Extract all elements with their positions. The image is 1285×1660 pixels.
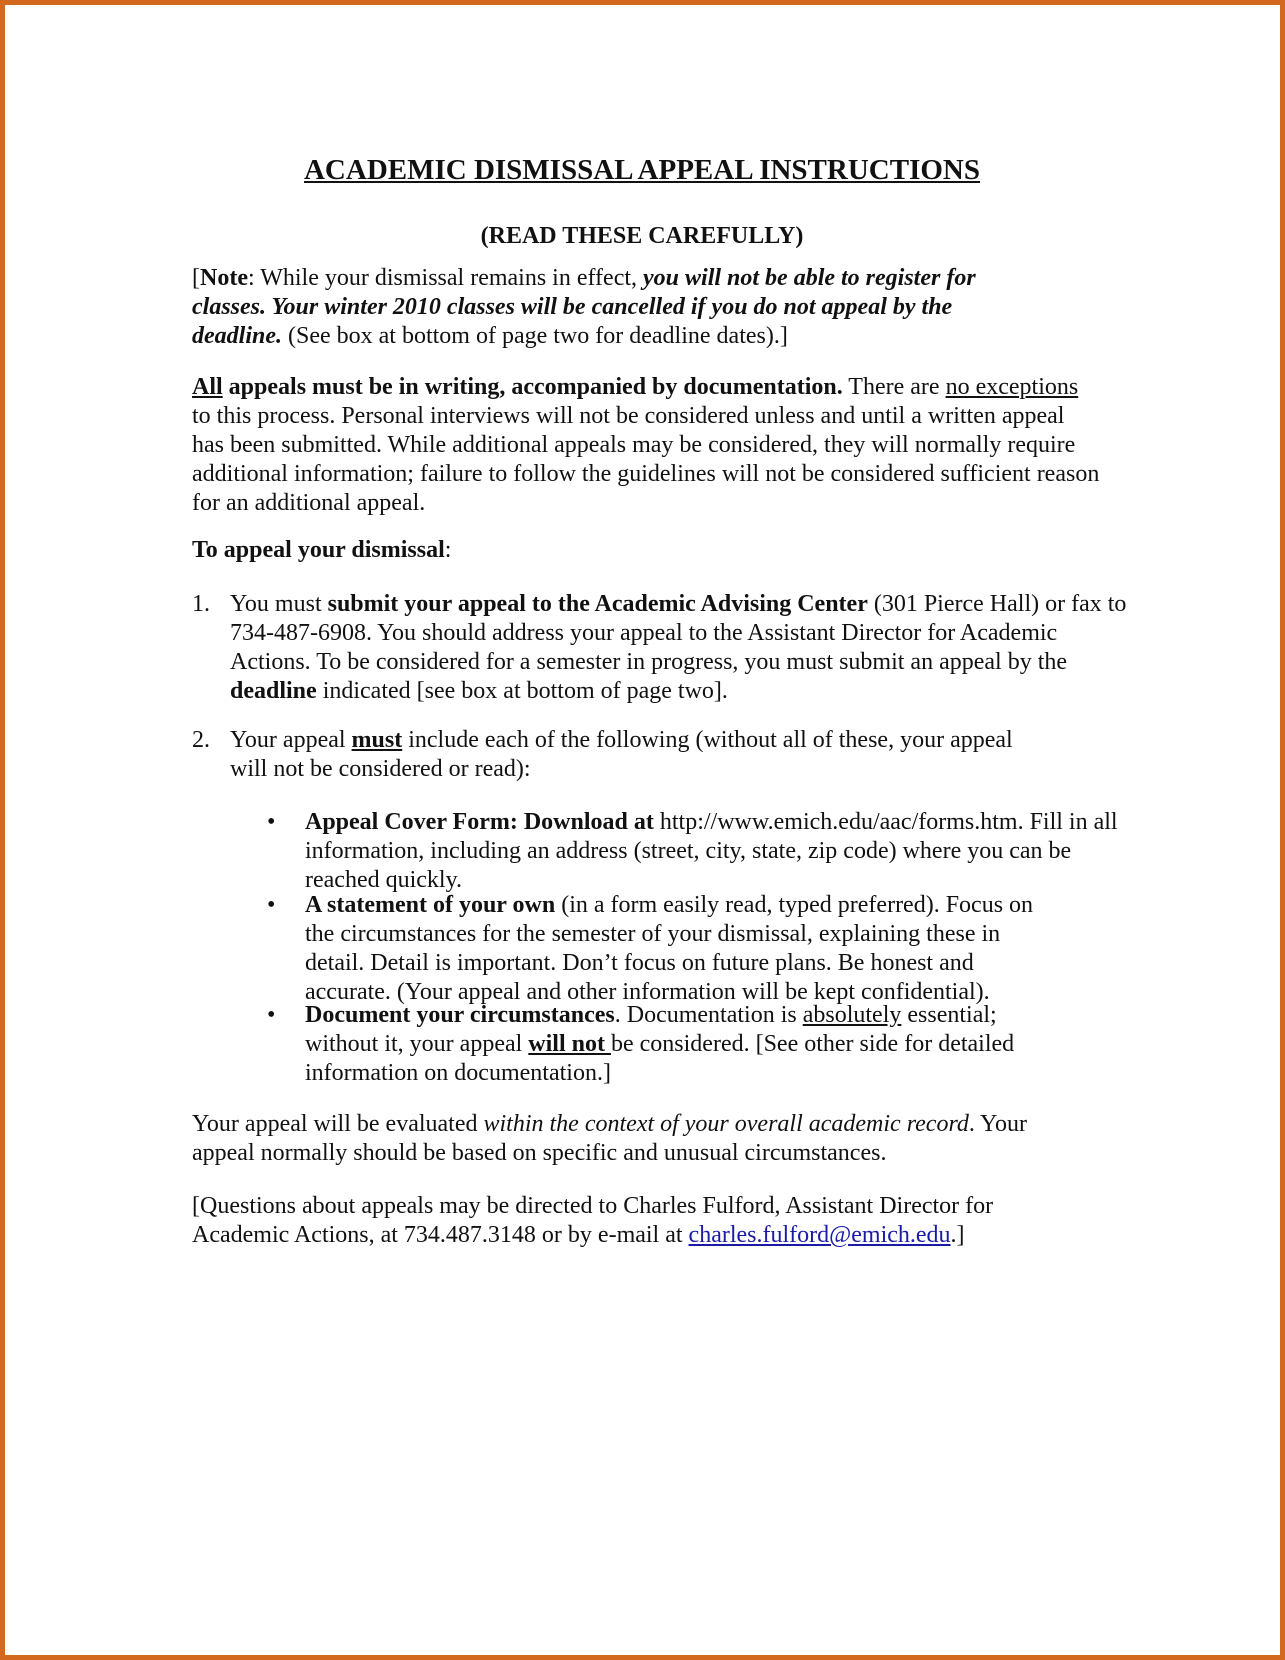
bullet-dot: • xyxy=(267,892,276,918)
questions-paragraph xyxy=(192,1192,1052,1250)
bullet-cover-form-text: http://www.emich.edu/aac/forms.htm. Fill in all information, including an address (street, city, state, zip code) where you can be reached quickly. xyxy=(305,809,1118,893)
to-appeal-heading xyxy=(192,536,1132,565)
bullet-document-will-not: will not xyxy=(528,1031,611,1057)
step-2-text-2: include each of the following (without all of these, your appeal will not be considered or read): xyxy=(230,727,1013,782)
step-1-bold-1: submit your appeal to the Academic Advising Center xyxy=(327,591,868,617)
note-open-bracket: [ xyxy=(192,265,200,291)
intro-text-1: There are xyxy=(842,374,946,400)
note-paragraph xyxy=(192,264,1012,351)
bullet-dot: • xyxy=(267,1002,276,1028)
bullet-document-absolutely: absolutely xyxy=(802,1002,902,1028)
evaluation-italic: within the context of your overall academic record xyxy=(483,1111,969,1137)
document-title: ACADEMIC DISMISSAL APPEAL INSTRUCTIONS xyxy=(303,154,980,186)
note-emphasis: you will not be able to register for classes. Your winter 2010 classes will be cancelled if you do not appeal by the deadline. xyxy=(192,265,976,349)
bullet-document-bold: Document your circumstances xyxy=(305,1002,615,1028)
intro-no-exceptions: no exceptions xyxy=(945,374,1079,400)
bullet-statement-bold: A statement of your own xyxy=(305,892,556,918)
bullet-statement-text: (in a form easily read, typed preferred). Focus on the circumstances for the semester of your dismissal, explaining these in detail. Detail is important. Don’t focus on future plans. Be honest and accurate. (Your appeal and other information will be kept confidential). xyxy=(305,892,1034,1005)
bullet-cover-form-body xyxy=(305,808,1135,895)
step-1-text-3: indicated [see box at bottom of page two]. xyxy=(316,678,728,704)
intro-text-2: to this process. Personal interviews will not be considered unless and until a written appeal has been submitted. While additional appeals may be considered, they will normally require additional information; failure to follow the guidelines will not be considered sufficient reason for an additional appeal. xyxy=(192,403,1100,516)
note-text-1: : While your dismissal remains in effect, xyxy=(247,265,644,291)
questions-text-1: [Questions about appeals may be directed to Charles Fulford, Assistant Director for Academic Actions, at 734.487.3148 or by e-mail at xyxy=(192,1193,994,1248)
bullet-statement-body xyxy=(305,891,1065,1007)
step-2-number: 2. xyxy=(192,727,210,753)
step-2-body xyxy=(230,726,1020,784)
bullet-document-text-2: essential; without it, your appeal xyxy=(305,1002,997,1057)
step-1-text-1: You must xyxy=(230,591,328,617)
step-1-number: 1. xyxy=(192,591,210,617)
questions-text-2: .] xyxy=(950,1222,965,1248)
evaluation-paragraph xyxy=(192,1110,1092,1168)
intro-bold-rest: appeals must be in writing, accompanied by documentation. xyxy=(222,374,843,400)
evaluation-text-1: Your appeal will be evaluated xyxy=(192,1111,484,1137)
step-1-bold-2: deadline xyxy=(230,678,317,704)
bullet-dot: • xyxy=(267,809,276,835)
intro-all: All xyxy=(192,374,223,400)
note-text-2: (See box at bottom of page two for deadline dates).] xyxy=(282,323,788,349)
document-subtitle: (READ THESE CAREFULLY) xyxy=(480,223,804,249)
bullet-cover-form-bold: Appeal Cover Form: Download at xyxy=(305,809,654,835)
bullet-document-text-1: . Documentation is xyxy=(614,1002,803,1028)
email-link[interactable]: charles.fulford@emich.edu xyxy=(688,1222,951,1248)
step-2-text-1: Your appeal xyxy=(230,727,352,753)
intro-paragraph xyxy=(192,373,1102,518)
note-label: Note xyxy=(200,265,248,291)
bullet-document-text-3: be considered. [See other side for detailed information on documentation.] xyxy=(305,1031,1015,1086)
bullet-document-body xyxy=(305,1001,1065,1088)
step-2-bold-must: must xyxy=(351,727,403,753)
to-appeal-heading-text: To appeal your dismissal xyxy=(192,537,445,563)
step-1-body xyxy=(230,590,1130,706)
step-1-text-2: (301 Pierce Hall) or fax to 734-487-6908. You should address your appeal to the Assistant Director for Academic Actions. To be considered for a semester in progress, you must submit an appeal by the xyxy=(230,591,1127,675)
evaluation-text-2: . Your appeal normally should be based on specific and unusual circumstances. xyxy=(192,1111,1027,1166)
to-appeal-colon: : xyxy=(444,537,452,563)
